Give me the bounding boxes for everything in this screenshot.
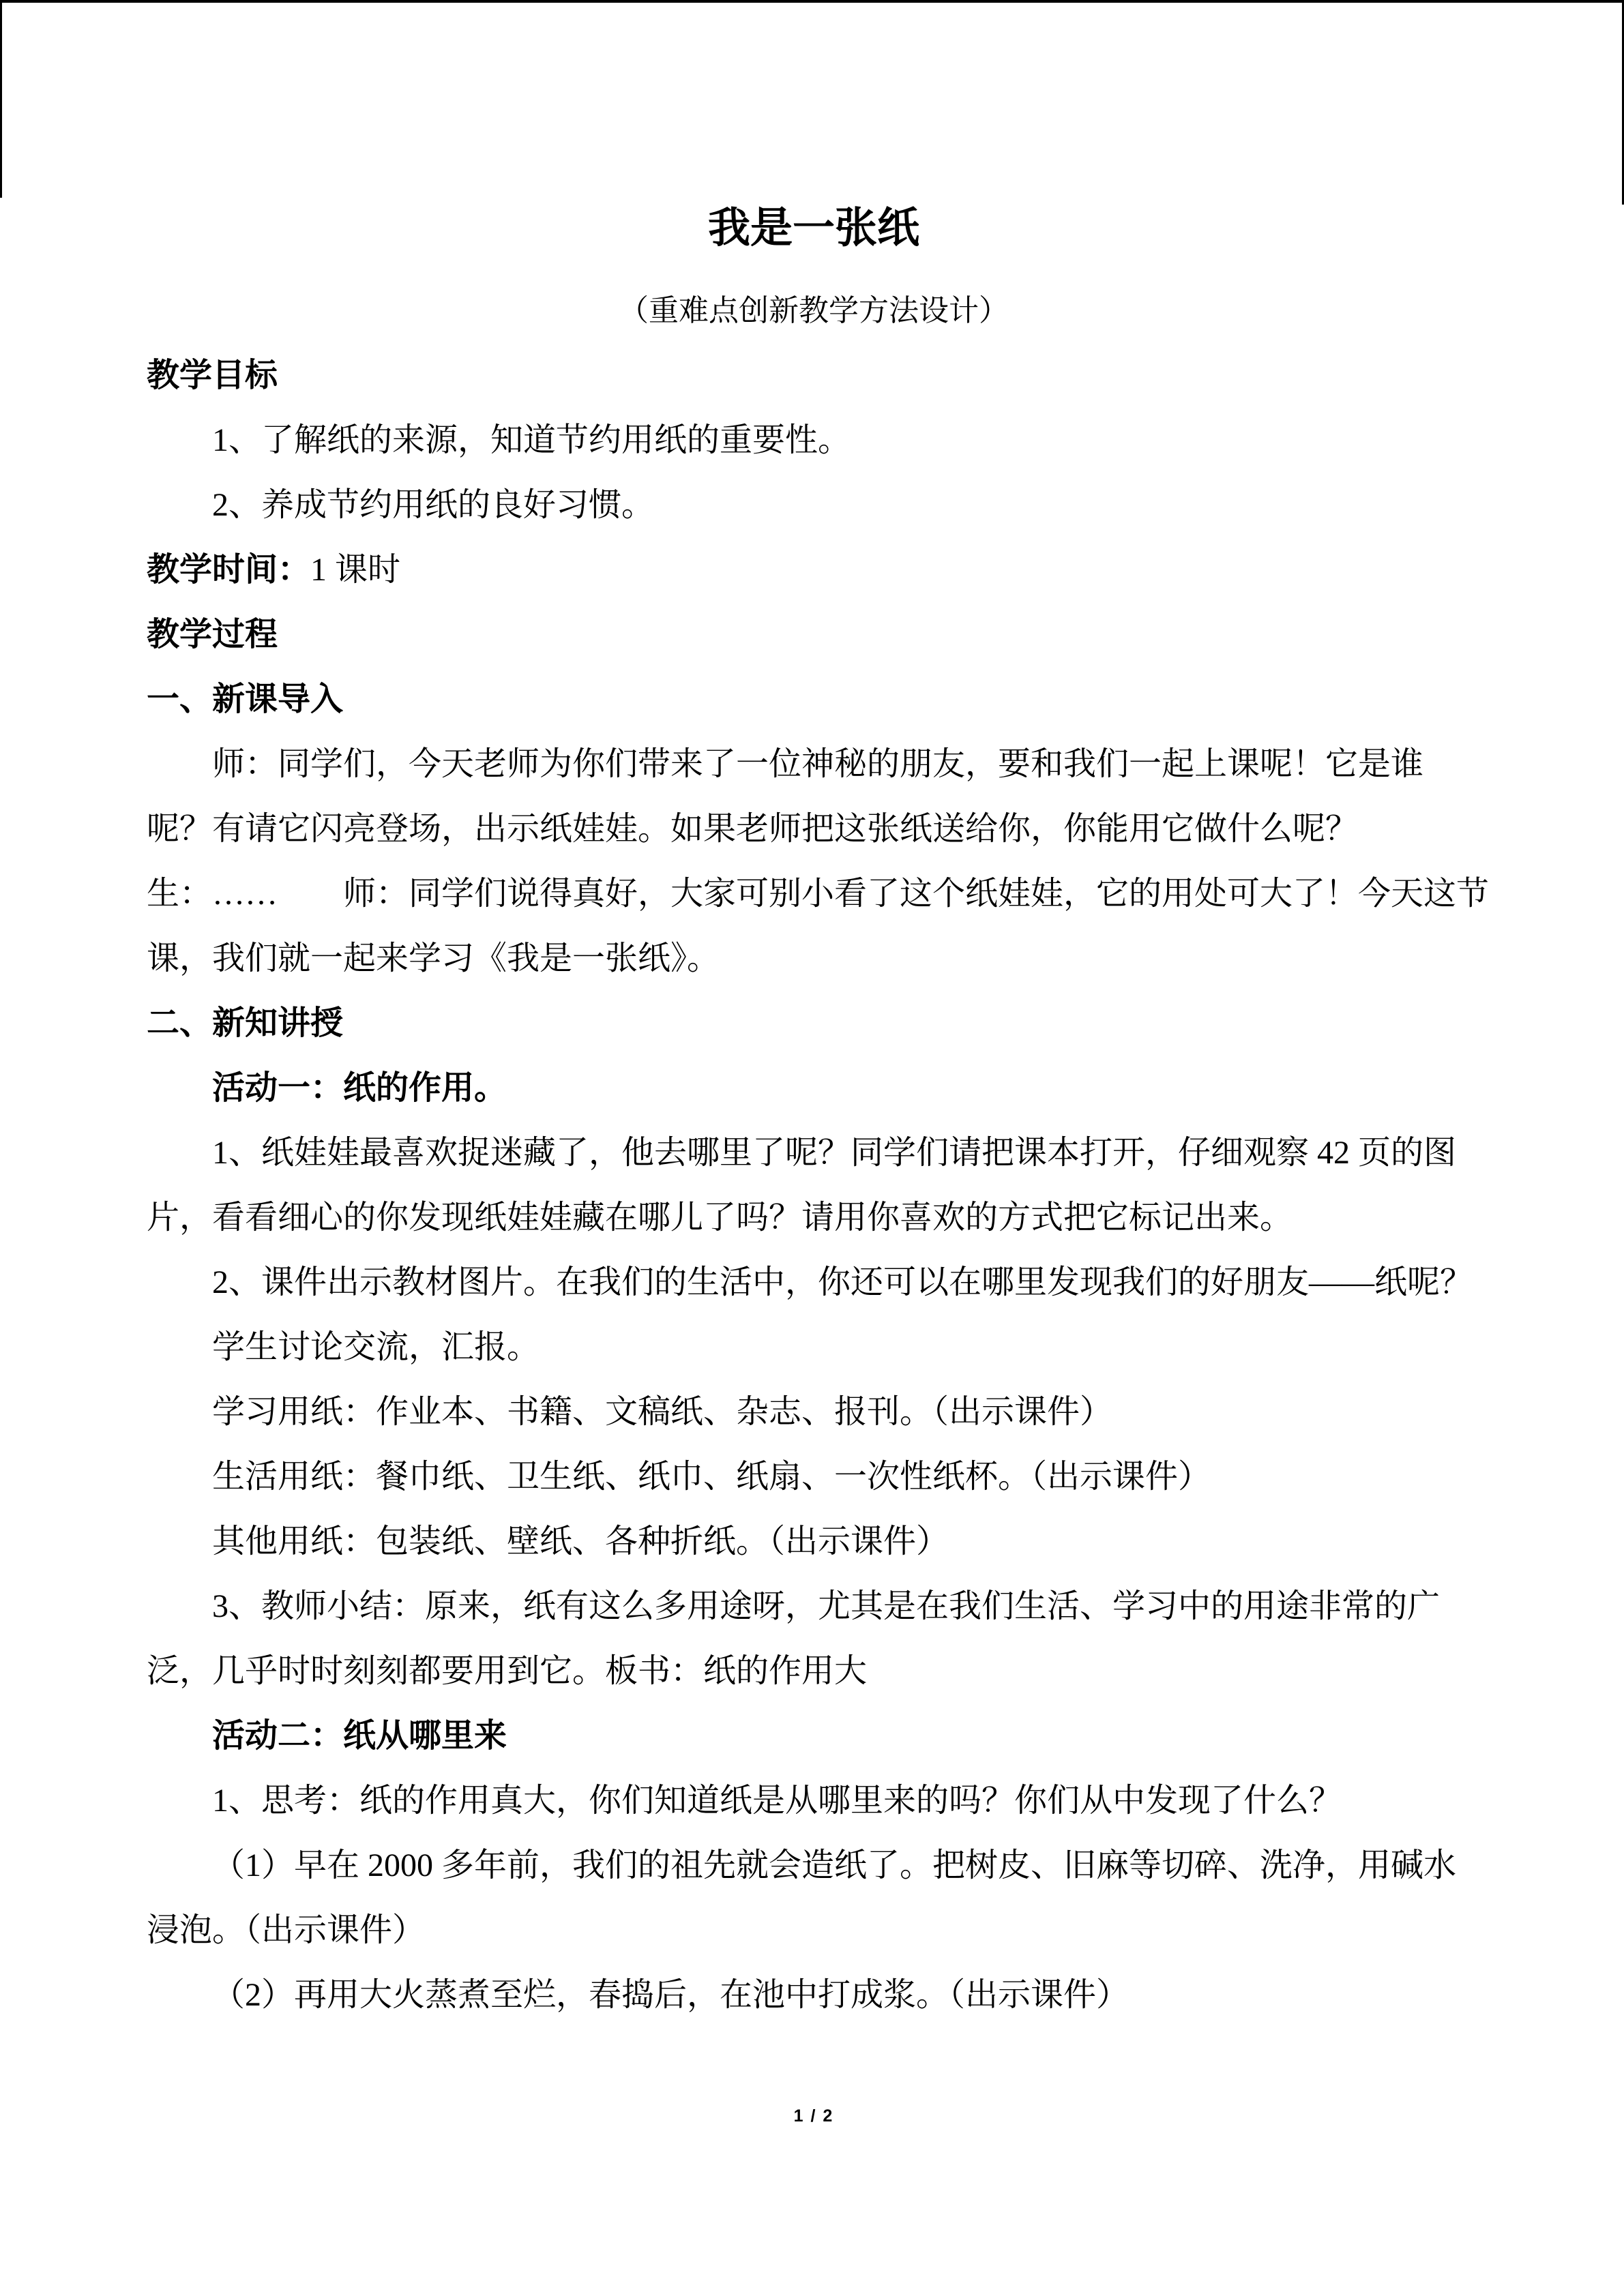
goal-item-1: 1、了解纸的来源，知道节约用纸的重要性。 <box>212 422 851 458</box>
teaching-time-value: 1 课时 <box>310 552 401 588</box>
screenshot-edge-top <box>0 0 1624 3</box>
screenshot-edge-left <box>0 0 2 198</box>
dialogue-teacher-line-2: 呢？有请它闪亮登场，出示纸娃娃。如果老师把这张纸送给你，你能用它做什么呢？ <box>147 811 1359 847</box>
activity1-step1-line-1: 1、纸娃娃最喜欢捉迷藏了，他去哪里了呢？同学们请把课本打开，仔细观察 42 页的图 <box>212 1135 1457 1171</box>
doc-title: 我是一张纸 <box>707 205 919 252</box>
activity1-step1-line-2: 片，看看细心的你发现纸娃娃藏在哪儿了吗？请用你喜欢的方式把它标记出来。 <box>147 1199 1293 1236</box>
activity1-summary-line-2: 泛，几乎时时刻刻都要用到它。板书：纸的作用大 <box>147 1653 868 1689</box>
teaching-time-label: 教学时间： <box>147 552 311 588</box>
dialogue-student-teacher-line: 生：…… 师：同学们说得真好，大家可别小看了这个纸娃娃，它的用处可大了！今天这节 <box>147 876 1490 912</box>
heading-activity-2: 活动二：纸从哪里来 <box>212 1718 507 1754</box>
activity2-origin-step1-line-1: （1）早在 2000 多年前，我们的祖先就会造纸了。把树皮、旧麻等切碎、洗净，用碱水 <box>212 1847 1457 1883</box>
heading-teaching-process: 教学过程 <box>147 616 278 653</box>
page-number: 1 / 2 <box>793 2106 834 2126</box>
activity1-discussion: 学生讨论交流，汇报。 <box>212 1329 540 1365</box>
dialogue-teacher-line-1: 师：同学们，今天老师为你们带来了一位神秘的朋友，要和我们一起上课呢！它是谁 <box>212 746 1424 782</box>
activity1-summary-line-1: 3、教师小结：原来，纸有这么多用途呀，尤其是在我们生活、学习中的用途非常的广 <box>212 1588 1441 1624</box>
teaching-time-line <box>147 537 1481 602</box>
lesson-intro-continuation: 课，我们就一起来学习《我是一张纸》。 <box>147 940 720 976</box>
heading-section-1-intro: 一、新课导入 <box>147 681 344 717</box>
activity1-step2: 2、课件出示教材图片。在我们的生活中，你还可以在哪里发现我们的好朋友——纸呢？ <box>212 1264 1473 1300</box>
goal-item-2: 2、养成节约用纸的良好习惯。 <box>212 487 655 523</box>
doc-subtitle: （重难点创新教学方法设计） <box>619 294 1009 327</box>
paper-type-other: 其他用纸：包装纸、壁纸、各种折纸。（出示课件） <box>212 1523 949 1560</box>
heading-section-2-teaching: 二、新知讲授 <box>147 1005 344 1041</box>
paper-type-study: 学习用纸：作业本、书籍、文稿纸、杂志、报刊。（出示课件） <box>212 1394 1113 1430</box>
paper-type-daily: 生活用纸：餐巾纸、卫生纸、纸巾、纸扇、一次性纸杯。（出示课件） <box>212 1459 1211 1495</box>
activity2-think-question: 1、思考：纸的作用真大，你们知道纸是从哪里来的吗？你们从中发现了什么？ <box>212 1783 1342 1819</box>
activity2-origin-step2: （2）再用大火蒸煮至烂，春捣后，在池中打成浆。（出示课件） <box>212 1977 1130 2013</box>
activity2-origin-step1-line-2: 浸泡。（出示课件） <box>147 1912 426 1948</box>
heading-teaching-goals: 教学目标 <box>147 357 278 393</box>
heading-activity-1: 活动一：纸的作用。 <box>212 1070 507 1106</box>
